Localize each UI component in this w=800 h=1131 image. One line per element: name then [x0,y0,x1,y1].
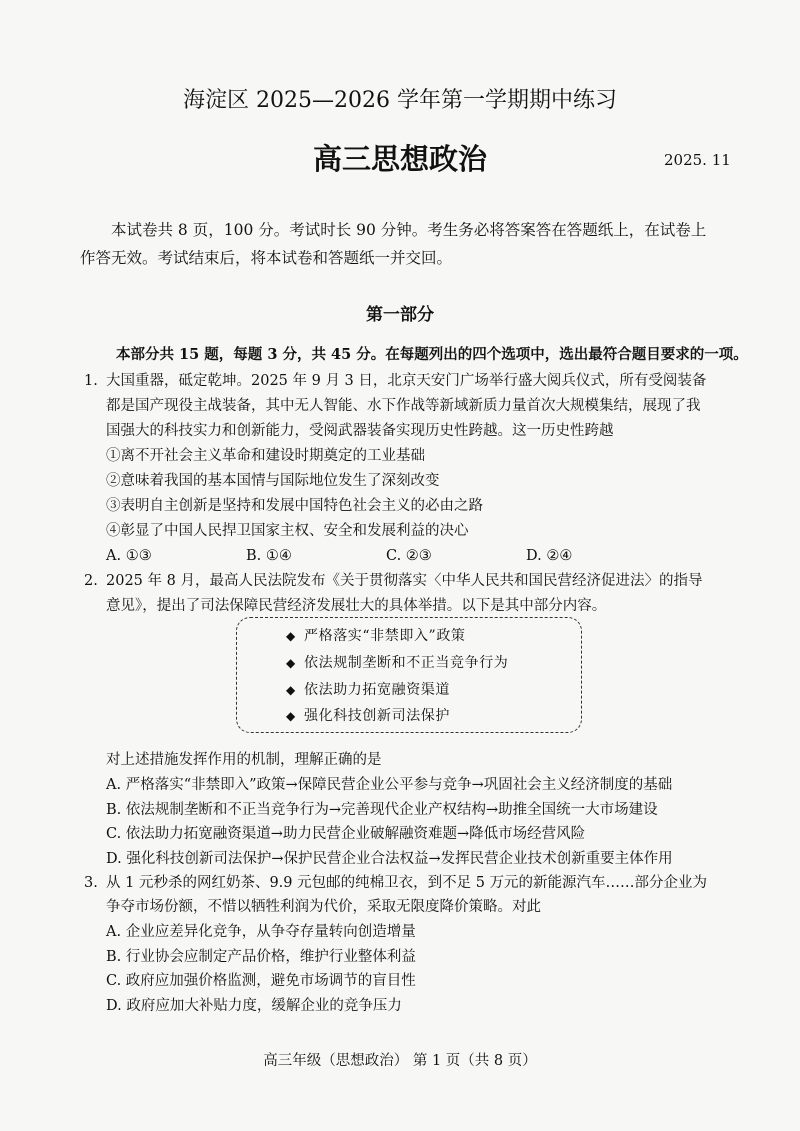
diamond-bullet-icon: ◆ [286,683,296,697]
question-3-option: A. 企业应差异化竞争，从争夺存量转向创造增量 [106,924,416,940]
question-number: 3. [84,875,98,891]
measures-box-item: ◆ 强化科技创新司法保护 [286,708,450,724]
question-2-stem-line: 意见》，提出了司法保障民营经济发展壮大的具体举措。以下是其中部分内容。 [106,598,607,614]
stem-text: 2025 年 8 月，最高人民法院发布《关于贯彻落实〈中华人民共和国民营经济促进法〉的指导 [106,573,703,589]
subject-title: 高三思想政治 [312,142,487,176]
question-number: 1. [84,373,98,389]
question-3-option: B. 行业协会应制定产品价格，维护行业整体利益 [106,949,416,965]
question-3-stem-line [84,872,707,894]
option-d: D. ②④ [526,548,573,564]
measures-box-item: ◆ 严格落实“非禁即入”政策 [286,628,466,644]
measures-box-item: ◆ 依法规制垄断和不正当竞争行为 [286,655,509,671]
page-footer: 高三年级（思想政治） 第 1 页（共 8 页） [263,1053,537,1069]
question-2-option: C. 依法助力拓宽融资渠道→助力民营企业破解融资难题→降低市场经营风险 [106,826,586,842]
diamond-bullet-icon: ◆ [286,656,296,670]
question-3-option: C. 政府应加强价格监测，避免市场调节的盲目性 [106,973,416,989]
question-1-item: ④彰显了中国人民捍卫国家主权、安全和发展利益的决心 [106,523,469,539]
question-2-option: B. 依法规制垄断和不正当竞争行为→完善现代企业产权结构→助推全国统一大市场建设 [106,802,658,818]
question-1-stem-line: 国强大的科技实力和创新能力，受阅武器装备实现历史性跨越。这一历史性跨越 [106,423,614,439]
question-2-prompt: 对上述措施发挥作用的机制，理解正确的是 [106,752,382,768]
option-a: A. ①③ [106,548,152,564]
question-3-stem-line: 争夺市场份额，不惜以牺牲利润为代价，采取无限度降价策略。对此 [106,899,541,915]
question-1-options [106,545,666,567]
measures-box-item: ◆ 依法助力拓宽融资渠道 [286,682,450,698]
question-2-option: D. 强化科技创新司法保护→保护民营企业合法权益→发挥民营企业技术创新重要主体作用 [106,851,673,867]
exam-instructions: 本试卷共 8 页，100 分。考试时长 90 分钟。考生务必将答案答在答题纸上，在试卷上作答无效。考试结束后，将本试卷和答题纸一并交回。 [80,221,707,267]
question-2-option: A. 严格落实“非禁即入”政策→保障民营企业公平参与竞争→巩固社会主义经济制度的基础 [106,777,673,793]
part-title: 第一部分 [366,305,434,325]
question-3-option: D. 政府应加大补贴力度，缓解企业的竞争压力 [106,998,402,1014]
part-instructions: 本部分共 15 题，每题 3 分，共 45 分。在每题列出的四个选项中，选出最符合题目要求的一项。 [116,346,748,363]
question-1-item: ③表明自主创新是坚持和发展中国特色社会主义的必由之路 [106,498,483,514]
option-b: B. ①④ [246,548,292,564]
stem-text: 从 1 元秒杀的网红奶茶、9.9 元包邮的纯棉卫衣，到不足 5 万元的新能源汽车……部分企业为 [106,875,708,891]
option-c: C. ②③ [386,548,432,564]
diamond-bullet-icon: ◆ [286,629,296,643]
stem-text: 大国重器，砥定乾坤。2025 年 9 月 3 日，北京天安门广场举行盛大阅兵仪式，所有受阅装备 [106,373,707,389]
question-1-item: ②意味着我国的基本国情与国际地位发生了深刻改变 [106,473,440,489]
exam-title: 海淀区 2025—2026 学年第一学期期中练习 [183,88,617,113]
question-1-item: ①离不开社会主义革命和建设时期奠定的工业基础 [106,448,425,464]
question-2-stem-line [84,570,702,592]
diamond-bullet-icon: ◆ [286,709,296,723]
question-1-stem-line [84,370,706,392]
exam-date: 2025. 11 [664,151,731,169]
question-1-stem-line: 都是国产现役主战装备，其中无人智能、水下作战等新域新质力量首次大规模集结，展现了我 [106,398,701,414]
question-number: 2. [84,573,98,589]
